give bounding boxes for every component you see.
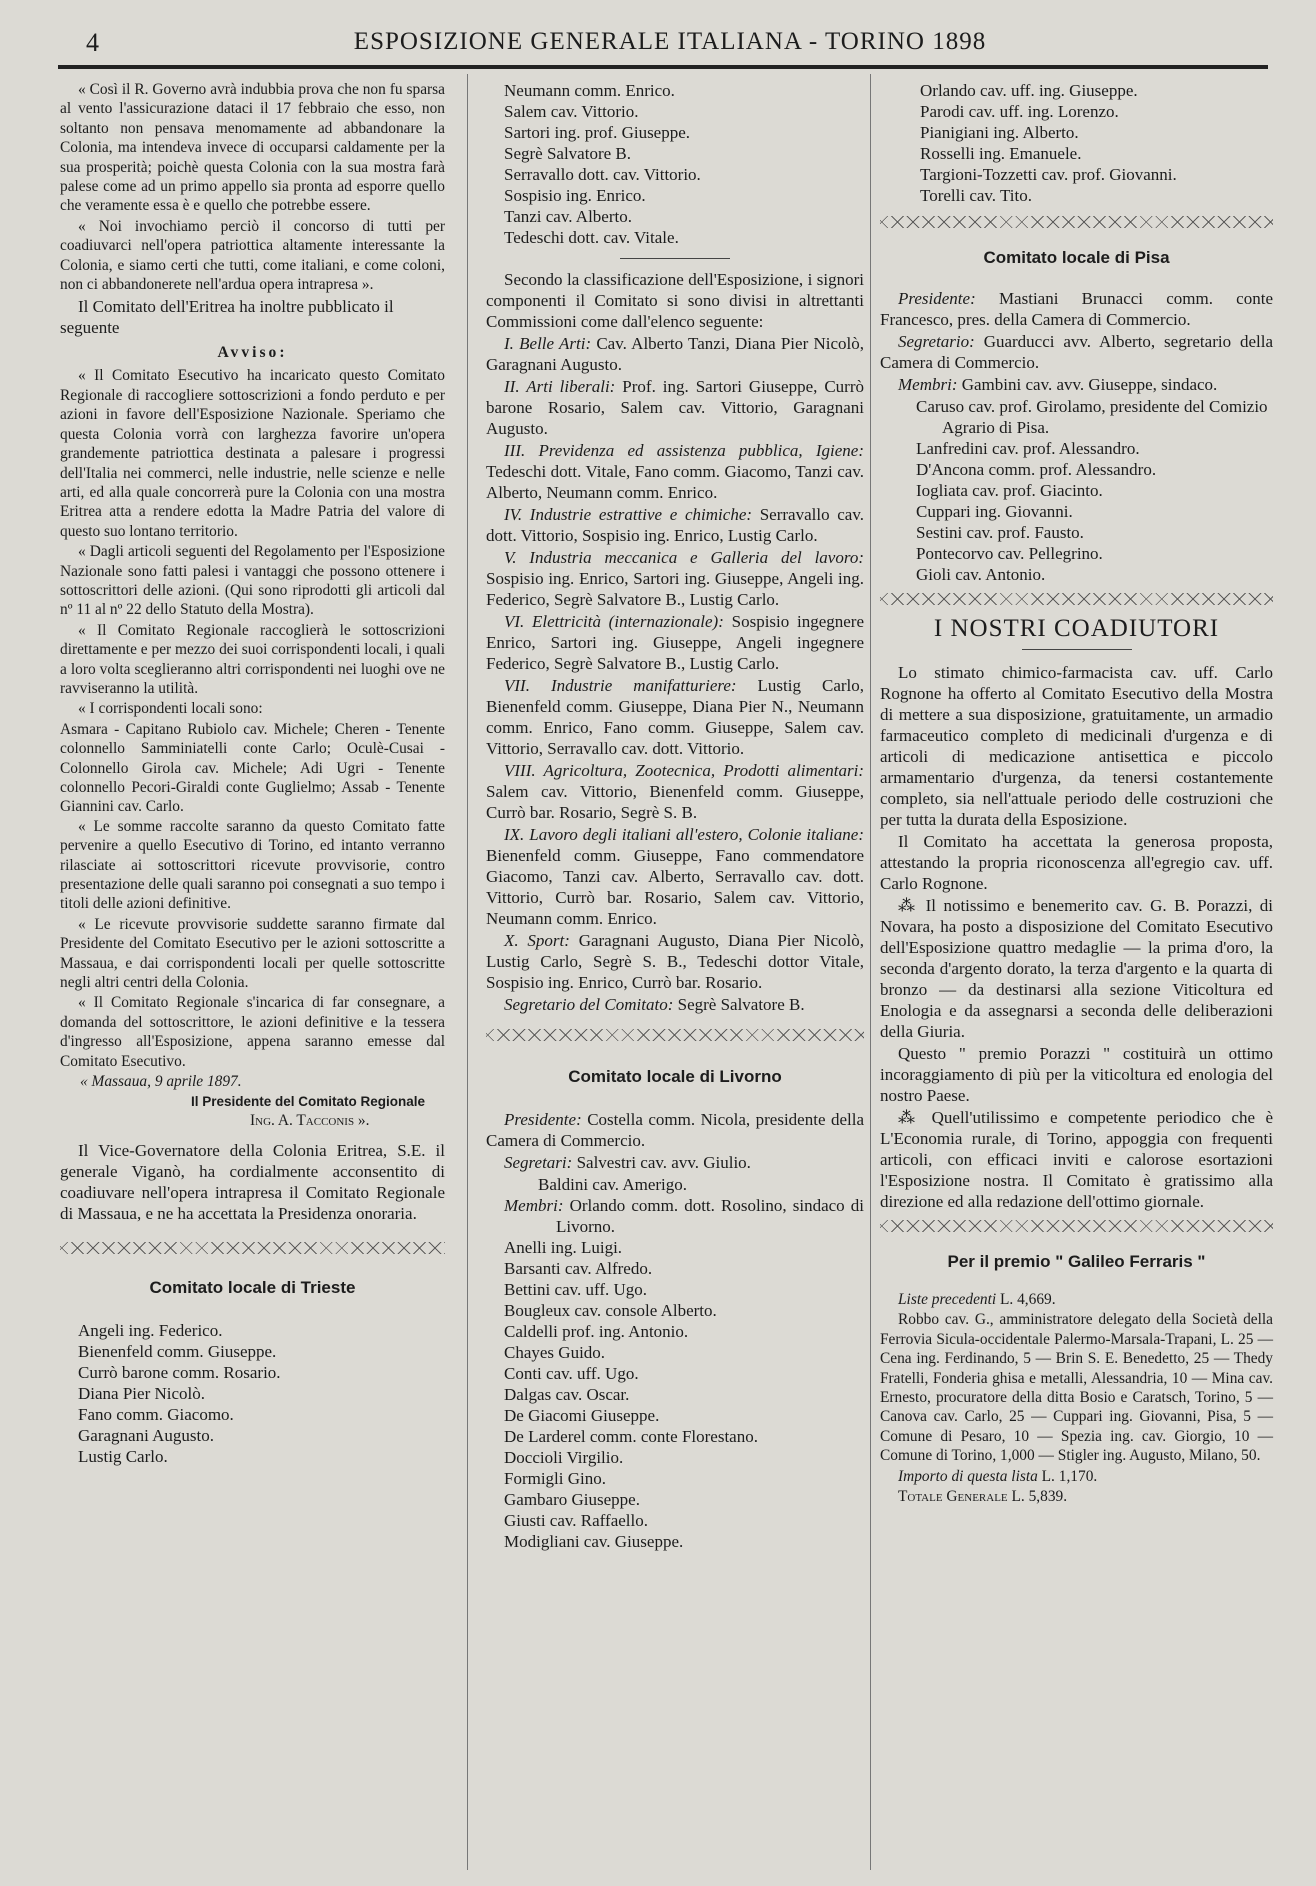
list-item: Rosselli ing. Emanuele. xyxy=(920,144,1082,163)
list-item: Orlando cav. uff. ing. Giuseppe. xyxy=(920,81,1138,100)
list-item: Lanfredini cav. prof. Alessandro. xyxy=(916,439,1140,458)
list-item: Conti cav. uff. Ugo. xyxy=(504,1364,639,1383)
list-item: Currò barone comm. Rosario. xyxy=(78,1363,281,1383)
commission-members: Sospisio ingegnere Enrico, Sartori ing. Giuseppe, Angeli ingegnere Federico, Segrè Salvatore B., Lustig Carlo. xyxy=(486,612,864,673)
column-2 xyxy=(486,80,864,1552)
pisa-heading: Comitato locale di Pisa xyxy=(983,248,1170,267)
list-item: Bienenfeld comm. Giuseppe. xyxy=(78,1342,277,1362)
list-item: Angeli ing. Federico. xyxy=(78,1321,223,1341)
paragraph: ⁂ Il notissimo e benemerito cav. G. B. Porazzi, di Novara, ha posto a disposizione del Comitato Esecutivo dell'Esposizione quattro medaglie — la prima d'oro, la seconda d'argento dorato, la terza d'argento e la quarta di bronzo — da destinarsi alla sezione Viticoltura ed Enologia e da assegnarsi a seconda delle deliberazioni della Giuria. xyxy=(880,896,1273,1041)
list-item: Doccioli Virgilio. xyxy=(504,1448,624,1467)
commission-members: Bienenfeld comm. Giuseppe, Fano commendatore Giacomo, Tanzi cav. Alberto, Serravallo cav. dott. Vittorio, Currò bar. Rosario, Salem cav. Vittorio, Neumann comm. Enrico. xyxy=(486,846,864,928)
role-value: Costella comm. Nicola, presidente della Camera di Commercio. xyxy=(486,1110,864,1150)
list-item: Tanzi cav. Alberto. xyxy=(504,207,632,226)
list-item: Gioli cav. Antonio. xyxy=(916,565,1046,584)
commission-head: IX. Lavoro degli italiani all'estero, Colonie italiane: xyxy=(504,825,864,844)
list-item: Gambaro Giuseppe. xyxy=(504,1490,640,1509)
list-item: Parodi cav. uff. ing. Lorenzo. xyxy=(920,102,1119,121)
role-value: Mastiani Brunacci comm. conte Francesco, pres. della Camera di Commercio. xyxy=(880,289,1273,329)
commission-head: II. Arti liberali: xyxy=(504,377,616,396)
list-item: Tedeschi dott. cav. Vitale. xyxy=(504,228,679,247)
column-1 xyxy=(60,80,445,1467)
list-item: De Larderel comm. conte Florestano. xyxy=(504,1427,758,1446)
commission-members: Sospisio ing. Enrico, Sartori ing. Giuseppe, Angeli ing. Federico, Segrè Salvatore B., Lustig Carlo. xyxy=(486,569,864,609)
paragraph: Questo " premio Porazzi " costituirà un ottimo incoraggiamento di più per la viticoltura ed enologia del nostro Paese. xyxy=(880,1044,1273,1105)
paragraph: « Le ricevute provvisorie suddette saranno firmate dal Presidente del Comitato Esecutivo per le azioni sottoscritte a Massaua, e dai corrispondenti locali per quelle sottoscritte negli altri centri della Colonia. xyxy=(60,915,445,992)
paragraph: Lo stimato chimico-farmacista cav. uff. Carlo Rognone ha offerto al Comitato Esecutivo della Mostra di mettere a sua disposizione, gratuitamente, un armadio farmaceutico completo di medicinali d'urgenza e di articoli di medicazione antisettica e piccolo armamentario d'urgenza, da tenersi costantemente completo, sia nell'attuale periodo delle costruzioni che per tutta la durata della Esposizione. xyxy=(880,663,1273,829)
column-divider xyxy=(467,74,468,1870)
role-label: Segretario: xyxy=(898,332,975,351)
commission-head: VII. Industrie manifatturiere: xyxy=(504,676,737,695)
role-label: Membri: xyxy=(898,375,958,394)
list-item: Caldelli prof. ing. Antonio. xyxy=(504,1322,689,1341)
signature-title: Il Presidente del Comitato Regionale xyxy=(190,1093,425,1109)
list-item: Targioni-Tozzetti cav. prof. Giovanni. xyxy=(920,165,1177,184)
paragraph: Asmara - Capitano Rubiolo cav. Michele; Cheren - Tenente colonnello Samminiatelli conte Carlo; Oculè-Cusai - Colonnello Girola cav. Michele; Adi Ugri - Tenente colonnello Pecori-Giraldi conte Guglielmo; Assab - Tenente Giannini cav. Carlo. xyxy=(60,720,445,816)
list-item: Torelli cav. Tito. xyxy=(920,186,1032,205)
paragraph: « Il Comitato Regionale raccoglierà le sottoscrizioni direttamente e per mezzo dei suoi corrispondenti locali, i quali a loro volta sceglieranno altri corrispondenti nei luoghi ove ne ravviseranno la utilità. xyxy=(60,621,445,697)
paragraph: « Noi invochiamo perciò il concorso di tutti per coadiuvarci nell'opera patriottica altamente interessante la Colonia, e siamo certi che tutti, come italiani, e come coloni, non ci abbandonerete nell'ardua opera intrapresa ». xyxy=(60,217,445,294)
role-value: Orlando comm. dott. Rosolino, sindaco di Livorno. xyxy=(556,1196,864,1236)
list-item: Chayes Guido. xyxy=(504,1343,606,1362)
list-item: Anelli ing. Luigi. xyxy=(504,1238,623,1257)
commission-members: Cav. Alberto Tanzi, Diana Pier Nicolò, Garagnani Augusto. xyxy=(486,334,864,374)
list-item: Bougleux cav. console Alberto. xyxy=(504,1301,717,1320)
list-item: Caruso cav. prof. Girolamo, presidente del Comizio Agrario di Pisa. xyxy=(916,397,1268,437)
eritrea-intro: Il Comitato dell'Eritrea ha inoltre pubblicato il seguente xyxy=(60,297,394,338)
list-item: Garagnani Augusto. xyxy=(78,1426,214,1446)
liste-label: Liste precedenti xyxy=(898,1291,997,1308)
importo-value: L. 1,170. xyxy=(1037,1467,1098,1485)
role-value: Guarducci avv. Alberto, segretario della Camera di Commercio. xyxy=(880,332,1273,372)
livorno-heading: Comitato locale di Livorno xyxy=(568,1067,782,1086)
commission-head: VIII. Agricoltura, Zootecnica, Prodotti alimentari: xyxy=(504,761,864,780)
premio-heading: Per il premio " Galileo Ferraris " xyxy=(947,1252,1206,1271)
role-value: Salvestri cav. avv. Giulio. xyxy=(572,1153,751,1172)
totale-label: Totale Generale xyxy=(898,1488,1008,1506)
paragraph: « Così il R. Governo avrà indubbia prova che non fu sparsa al vento l'assicurazione dataci il 17 febbraio che esso, non soltanto non pensava menomamente ad abbandonare la Colonia, ma intendeva invece di occuparsi caldamente per la sua prosperità; poichè questa Colonia con la sua mostra farà palese come ad un primo appello sia pronta ad esporre quello che veramente essa è e quello che potrebbe essere. xyxy=(60,81,445,215)
page-header xyxy=(70,24,1270,64)
role-label: Presidente: xyxy=(898,289,976,308)
role-label: Presidente: xyxy=(504,1110,582,1129)
list-item: Pontecorvo cav. Pellegrino. xyxy=(916,544,1103,563)
list-item: Segrè Salvatore B. xyxy=(504,144,631,163)
list-item: Iogliata cav. prof. Giacinto. xyxy=(916,481,1103,500)
list-item: De Giacomi Giuseppe. xyxy=(504,1406,660,1425)
section-divider xyxy=(60,1242,445,1254)
commission-head: V. Industria meccanica e Galleria del lavoro: xyxy=(504,548,864,567)
commission-members: Salem cav. Vittorio, Bienenfeld comm. Giuseppe, Currò bar. Rosario, Segrè S. B. xyxy=(486,782,864,822)
list-item: Baldini cav. Amerigo. xyxy=(538,1175,688,1194)
paragraph: Il Comitato ha accettata la generosa proposta, attestando la propria riconoscenza all'egregio cav. uff. Carlo Rognone. xyxy=(880,832,1273,893)
list-item: Lustig Carlo. xyxy=(78,1447,168,1467)
totale-value: L. 5,839. xyxy=(1007,1488,1068,1506)
commission-members: Serravallo cav. dott. Vittorio, Sospisio ing. Enrico, Lustig Carlo. xyxy=(486,505,864,545)
list-item: Neumann comm. Enrico. xyxy=(504,81,675,100)
list-item: Diana Pier Nicolò. xyxy=(78,1384,205,1404)
commission-members: Garagnani Augusto, Diana Pier Nicolò, Lustig Carlo, Segrè S. B., Tedeschi dottor Vitale, Sospisio ing. Enrico, Currò bar. Rosario. xyxy=(486,931,865,992)
list-item: Fano comm. Giacomo. xyxy=(78,1405,234,1425)
paragraph: « Il Comitato Regionale s'incarica di far consegnare, a domanda del sottoscrittore, le azioni definitive e la tessera d'ingresso all'Esposizione, appena saranno emesse dal Comitato Esecutivo. xyxy=(60,994,445,1070)
column-3 xyxy=(880,80,1273,1507)
column-divider xyxy=(870,74,871,1870)
paragraph: « Le somme raccolte saranno da questo Comitato fatte pervenire a quello Esecutivo di Torino, ed intanto verranno rilasciate ai sottoscrittori ricevute provvisorie, contro presentazione delle quali saranno poi consegnati a suo tempo i titoli delle azioni definitive. xyxy=(60,817,445,913)
coadiutori-heading: I NOSTRI COADIUTORI xyxy=(933,615,1220,642)
vicegovernatore-paragraph: Il Vice-Governatore della Colonia Eritrea, S.E. il generale Viganò, ha cordialmente acconsentito di coadiuvare nell'opera intrapresa il Comitato Regionale di Massaua, e ne ha accettata la Presidenza onoraria. xyxy=(60,1141,445,1224)
list-item: Dalgas cav. Oscar. xyxy=(504,1385,630,1404)
list-item: Cuppari ing. Giovanni. xyxy=(916,502,1073,521)
paragraph: « Dagli articoli seguenti del Regolamento per l'Esposizione Nazionale sono fatti palesi i vantaggi che possono ottenere i sottoscrittori delle azioni. (Qui sono riprodotti gli articoli dal nº 11 al nº 22 dello Statuto della Mostra). xyxy=(60,543,445,619)
premio-body: Robbo cav. G., amministratore delegato della Società della Ferrovia Sicula-occidentale Palermo-Marsala-Trapani, L. 25 — Cena ing. Ferdinando, 5 — Brin S. E. Benedetto, 25 — Thedy Fratelli, Fonderia ghisa e metalli, Alessandria, 10 — Mina cav. Ernesto, procuratore della ditta Bosio e Caratsch, Torino, 5 — Canova cav. Carlo, 25 — Cuppari ing. Giovanni, Pisa, 5 — Comune di Pesaro, 10 — Spezia ing. cav. Giorgio, 10 — Comune di Torino, 1,000 — Stigler ing. Augusto, Milano, 50. xyxy=(880,1311,1273,1465)
list-item: Modigliani cav. Giuseppe. xyxy=(504,1532,684,1551)
list-item: Barsanti cav. Alfredo. xyxy=(504,1259,653,1278)
commission-head: VI. Elettricità (internazionale): xyxy=(504,612,724,631)
commission-head: I. Belle Arti: xyxy=(504,334,592,353)
signature-name: Ing. A. Tacconis ». xyxy=(250,1111,370,1129)
list-item: Formigli Gino. xyxy=(504,1469,607,1488)
header-rule xyxy=(58,65,1268,69)
list-item: Pianigiani ing. Alberto. xyxy=(920,123,1079,142)
commission-head: X. Sport: xyxy=(504,931,570,950)
avviso-heading: Avviso: xyxy=(217,344,288,362)
section-divider xyxy=(880,593,1273,605)
importo-label: Importo di questa lista xyxy=(898,1467,1038,1485)
list-item: Salem cav. Vittorio. xyxy=(504,102,639,121)
role-value: Gambini cav. avv. Giuseppe, sindaco. xyxy=(957,375,1218,394)
trieste-heading: Comitato locale di Trieste xyxy=(149,1278,356,1298)
list-item: Sartori ing. prof. Giuseppe. xyxy=(504,123,691,142)
date-line: « Massaua, 9 aprile 1897. xyxy=(80,1073,242,1091)
commission-members: Lustig Carlo, Bienenfeld comm. Giuseppe, Diana Pier N., Neumann comm. Enrico, Fano comm. Giuseppe, Salem cav. Vittorio, Serravallo cav. dott. Vittorio. xyxy=(486,676,864,758)
list-item: Sestini cav. prof. Fausto. xyxy=(916,523,1084,542)
paragraph: ⁂ Quell'utilissimo e competente periodico che è L'Economia rurale, di Torino, appoggia con frequenti articoli, con efficaci inviti e calorose esortazioni l'Esposizione nostra. Il Comitato è gratissimo alla direzione ed alla redazione dell'ottimo giornale. xyxy=(880,1108,1273,1211)
page-title: ESPOSIZIONE GENERALE ITALIANA - TORINO 1898 xyxy=(353,28,987,55)
commission-head: IV. Industrie estrattive e chimiche: xyxy=(504,505,753,524)
paragraph: « Il Comitato Esecutivo ha incaricato questo Comitato Regionale di raccogliere sottoscrizioni a fondo perduto e per azioni in favore dell'Esposizione Nazionale. Speriamo che questa Colonia vorrà con larghezza favorire un'opera grandemente patriottica destinata a palesare i progressi dell'Italia nei commerci, nelle industrie, nelle scienze e nelle arti, ed alla quale concorrerà pure la Colonia con una mostra Eritrea atta a rendere edotta la Madre Patria del valore di questo suo lontano territorio. xyxy=(60,367,445,540)
section-divider xyxy=(880,1220,1273,1232)
liste-value: L. 4,669. xyxy=(996,1291,1056,1308)
list-item: Bettini cav. uff. Ugo. xyxy=(504,1280,648,1299)
page-number: 4 xyxy=(86,28,99,57)
short-rule xyxy=(620,258,730,259)
commission-members: Prof. ing. Sartori Giuseppe, Currò barone Rosario, Salem cav. Vittorio, Garagnani Augusto. xyxy=(486,377,864,438)
section-divider xyxy=(880,216,1273,228)
list-item: Giusti cav. Raffaello. xyxy=(504,1511,648,1530)
commission-members: Tedeschi dott. Vitale, Fano comm. Giacomo, Tanzi cav. Alberto, Neumann comm. Enrico. xyxy=(486,462,864,502)
list-item: Sospisio ing. Enrico. xyxy=(504,186,646,205)
list-item: Serravallo dott. cav. Vittorio. xyxy=(504,165,701,184)
short-rule xyxy=(1022,649,1132,650)
role-label: Membri: xyxy=(504,1196,564,1215)
segretario-name: Segrè Salvatore B. xyxy=(673,995,805,1014)
role-label: Segretari: xyxy=(504,1153,573,1172)
list-item: D'Ancona comm. prof. Alessandro. xyxy=(916,460,1157,479)
segretario-label: Segretario del Comitato: xyxy=(504,995,674,1014)
paragraph: « I corrispondenti locali sono: xyxy=(78,700,263,718)
classification-intro: Secondo la classificazione dell'Esposizione, i signori componenti il Comitato si sono divisi in altrettanti Commissioni come dall'elenco seguente: xyxy=(486,270,864,331)
section-divider xyxy=(486,1029,864,1041)
commission-head: III. Previdenza ed assistenza pubblica, Igiene: xyxy=(504,441,864,460)
